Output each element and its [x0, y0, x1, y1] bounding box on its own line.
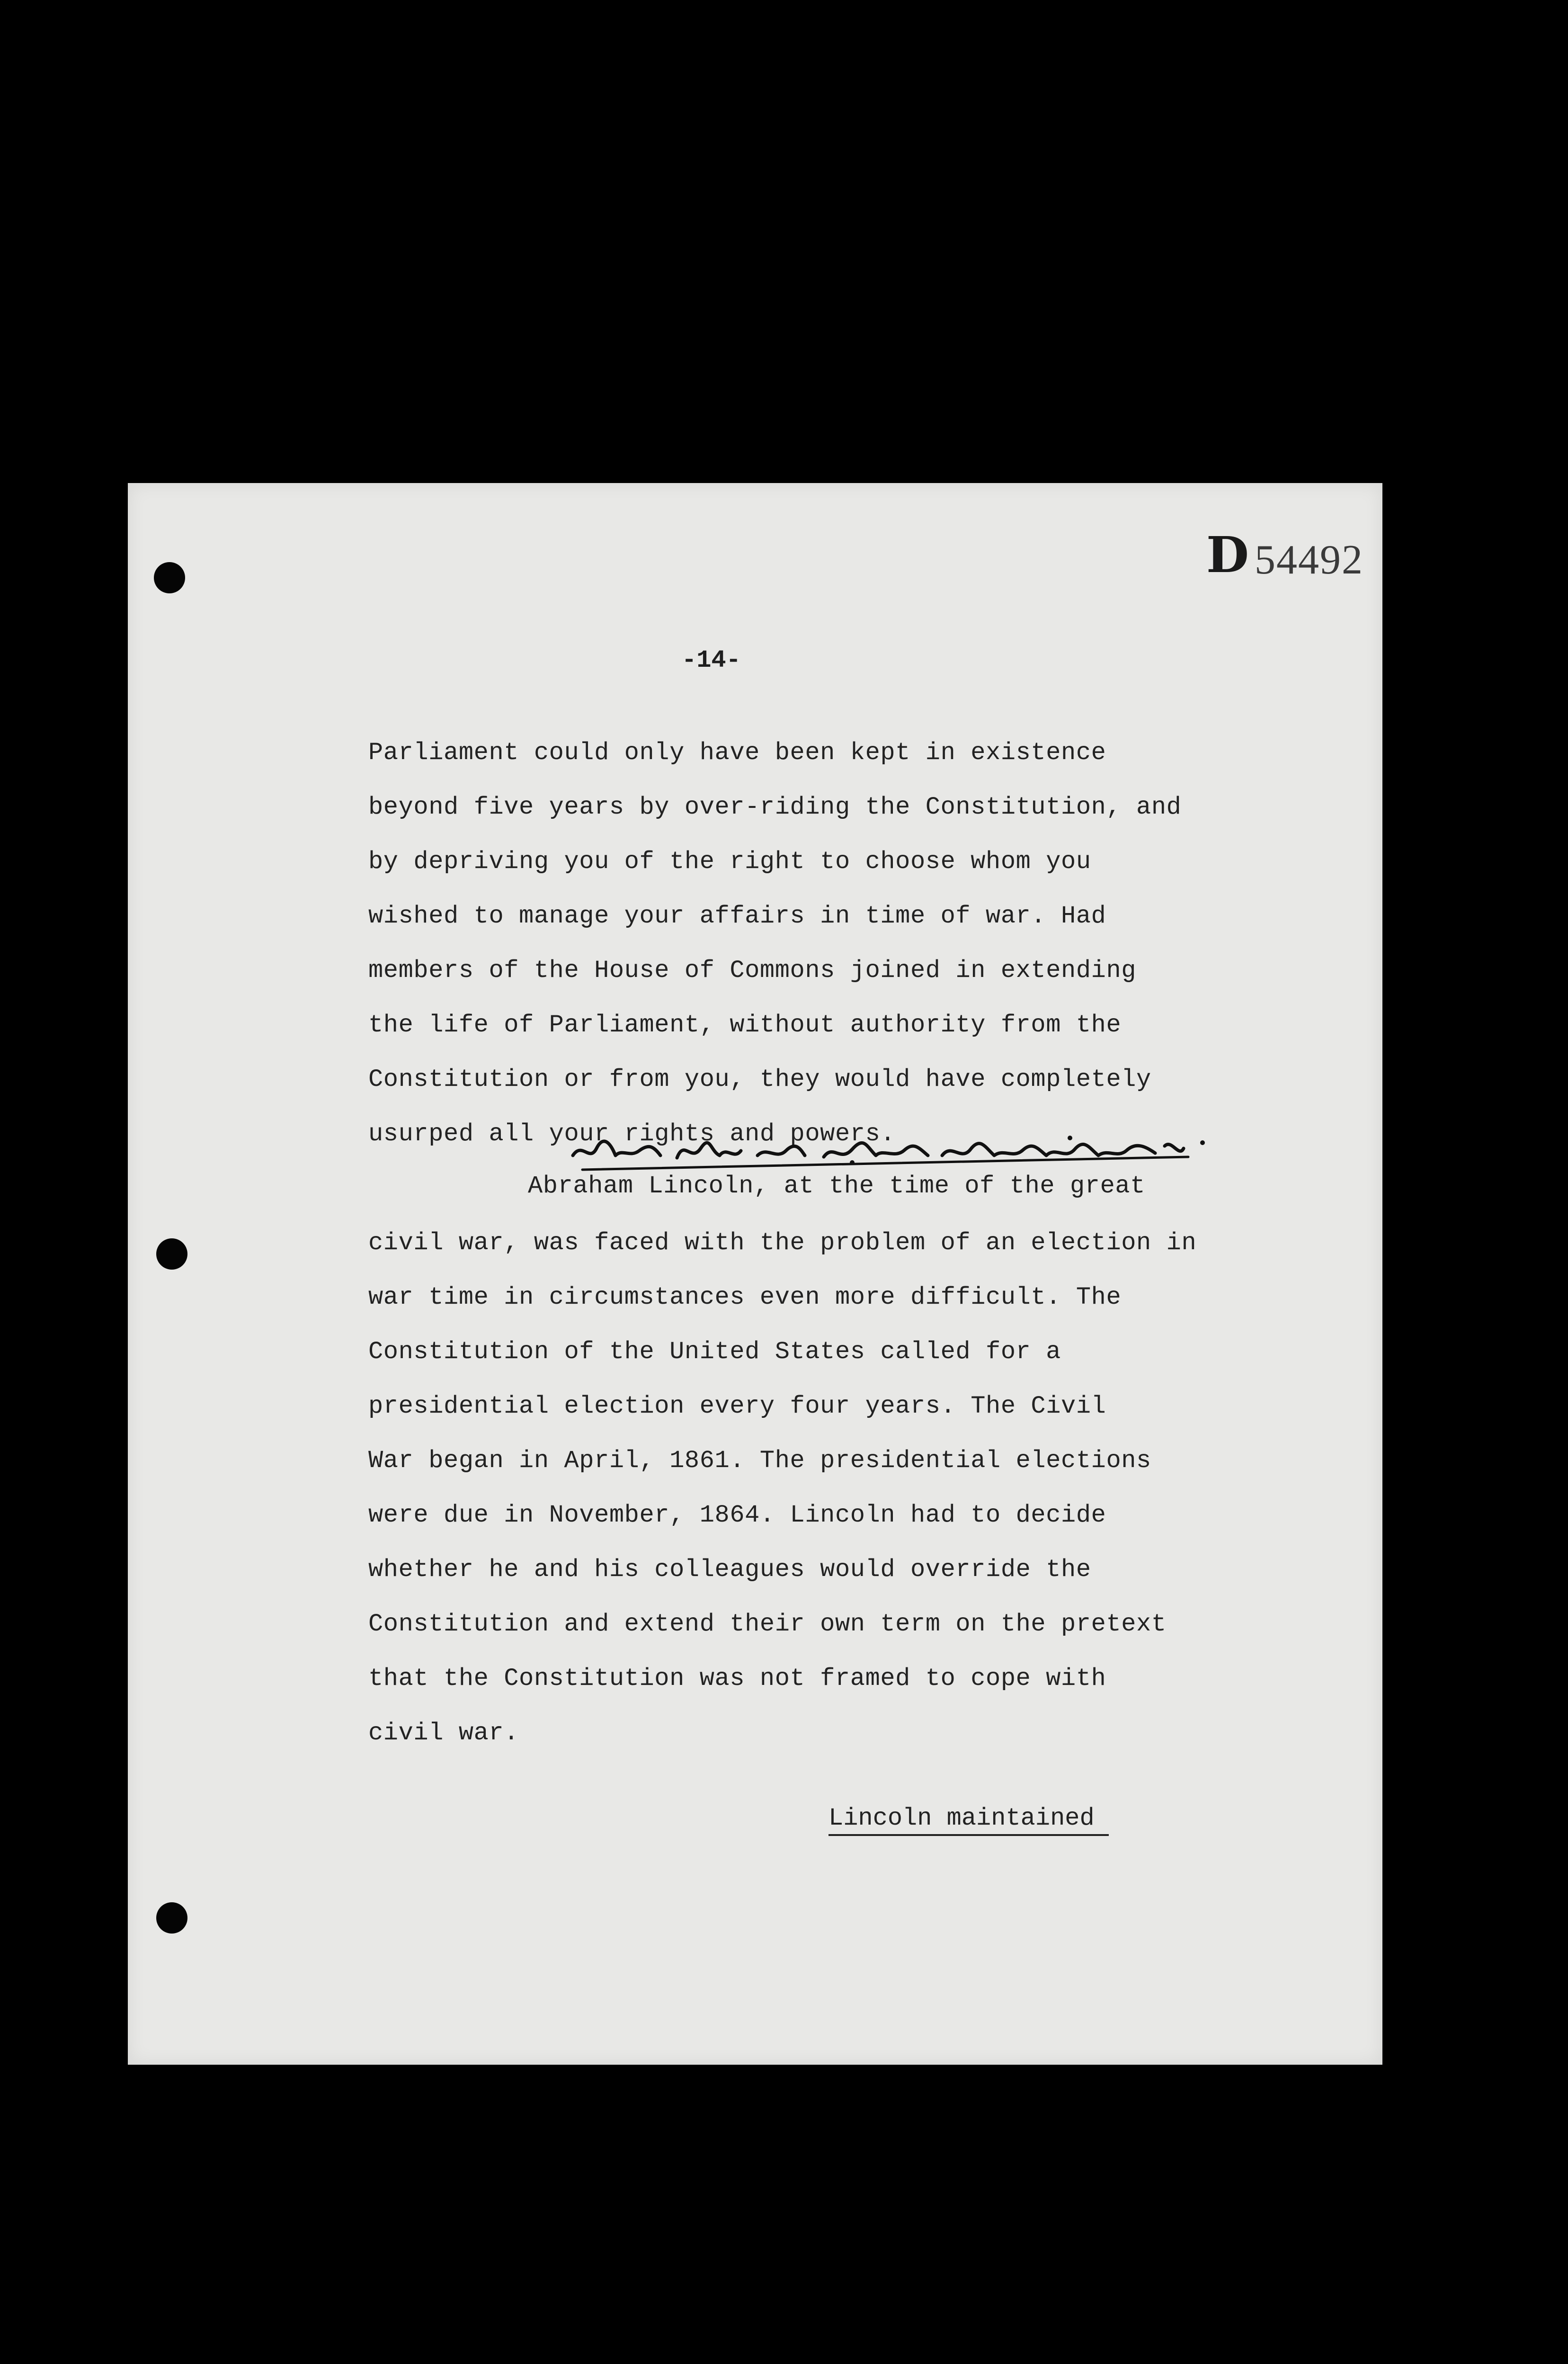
stamp-letter: D [1206, 526, 1249, 584]
text-line: usurped all your rights and powers. [368, 1120, 896, 1148]
text-line: War began in April, 1861. The presidential elections [368, 1447, 1151, 1475]
text-line: civil war. [368, 1719, 519, 1747]
punch-hole-top [154, 562, 185, 593]
text-line: Constitution of the United States called for a [368, 1338, 1061, 1366]
text-line: were due in November, 1864. Lincoln had to decide [368, 1501, 1106, 1529]
text-line: civil war, was faced with the problem of an election in [368, 1229, 1197, 1257]
stamp-number: 54492 [1255, 537, 1363, 583]
handwritten-annotation [568, 1129, 1217, 1172]
text-line: that the Constitution was not framed to cope with [368, 1665, 1106, 1692]
page-number: -14- [682, 646, 741, 674]
archive-stamp [1206, 526, 1363, 584]
text-line: the life of Parliament, without authority from the [368, 1011, 1122, 1039]
text-line: war time in circumstances even more difficult. The [368, 1283, 1122, 1311]
punch-hole-bottom [156, 1902, 187, 1934]
text-line: whether he and his colleagues would override the [368, 1556, 1091, 1584]
text-line: beyond five years by over-riding the Constitution, and [368, 793, 1182, 821]
document-page [128, 483, 1382, 2065]
catchword: Lincoln maintained [829, 1804, 1109, 1836]
text-line: presidential election every four years. The Civil [368, 1392, 1106, 1420]
text-line: wished to manage your affairs in time of war. Had [368, 902, 1106, 930]
text-line: Parliament could only have been kept in existence [368, 739, 1106, 767]
text-line: Abraham Lincoln, at the time of the great [528, 1172, 1146, 1200]
text-line: by depriving you of the right to choose whom you [368, 848, 1091, 876]
text-line: members of the House of Commons joined in extending [368, 957, 1137, 985]
text-line: Constitution and extend their own term on the pretext [368, 1610, 1167, 1638]
punch-hole-middle [156, 1238, 187, 1270]
text-line: Constitution or from you, they would have completely [368, 1066, 1151, 1093]
